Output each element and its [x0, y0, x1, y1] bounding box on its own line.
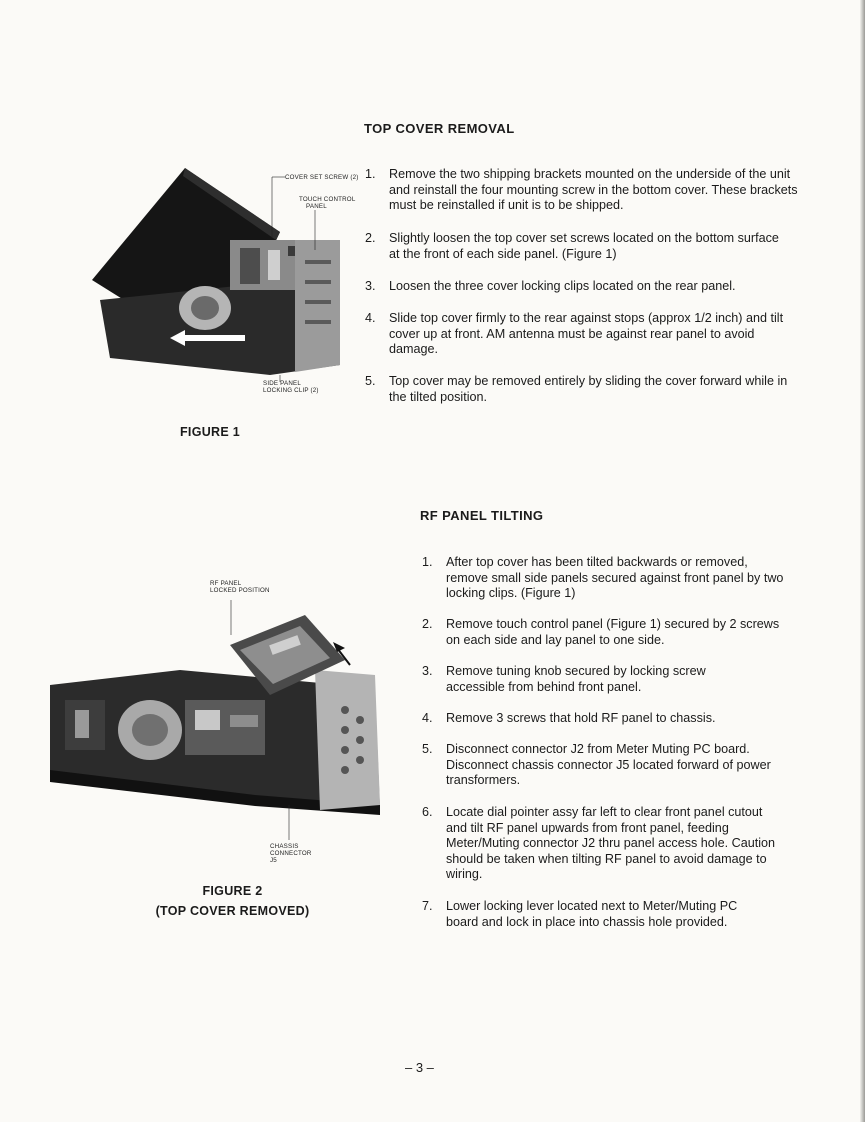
step-text: Slightly loosen the top cover set screws located on the bottom surface at the front of each side panel. (Figure 1)	[389, 231, 779, 261]
front-panel	[315, 670, 380, 810]
label-touch-control-line2: PANEL	[306, 203, 327, 210]
figure-2-illustration	[45, 600, 390, 850]
step-text: Remove the two shipping brackets mounted on the underside of the unit and reinstall the four mounting screw in the bottom cover. These brackets must be reinstalled if unit is to be shipped.	[389, 167, 798, 212]
step-text: Remove tuning knob secured by locking screw accessible from behind front panel.	[446, 664, 706, 694]
step-top-cover-1	[365, 167, 799, 214]
figure-1-caption: FIGURE 1	[180, 425, 241, 439]
step-text: Remove touch control panel (Figure 1) secured by 2 screws on each side and lay panel to one side.	[446, 617, 780, 647]
step-text: After top cover has been tilted backwards or removed, remove small side panels secured against front panel by two locking clips. (Figure 1)	[446, 555, 784, 600]
step-number: 3.	[365, 279, 376, 293]
step-rf-panel-4	[422, 711, 786, 727]
step-number: 3.	[422, 664, 433, 678]
step-top-cover-5	[365, 374, 789, 405]
step-number: 5.	[422, 742, 433, 756]
step-text: Loosen the three cover locking clips located on the rear panel.	[389, 279, 736, 293]
step-rf-panel-1	[422, 555, 791, 602]
figure-2-caption-line1: FIGURE 2	[202, 884, 263, 898]
label-chassis-line1: CHASSIS	[270, 843, 299, 850]
section-title-top-cover-removal: TOP COVER REMOVAL	[364, 121, 515, 136]
label-touch-control-line1: TOUCH CONTROL	[299, 196, 356, 203]
step-number: 4.	[365, 311, 376, 325]
page-number: – 3 –	[405, 1060, 434, 1075]
label-chassis-line2: CONNECTOR	[270, 850, 312, 857]
step-number: 7.	[422, 899, 433, 913]
step-rf-panel-3	[422, 664, 746, 695]
step-text: Top cover may be removed entirely by sliding the cover forward while in the tilted position.	[389, 374, 788, 404]
step-rf-panel-2	[422, 617, 781, 648]
step-text: Locate dial pointer assy far left to clear front panel cutout and tilt RF panel upwards from front panel, feeding Meter/Muting connector J2 thru panel access hole. Caution should be taken when tilting RF panel to avoid damage to wiring.	[446, 805, 776, 881]
label-side-panel-line2: LOCKING CLIP (2)	[263, 387, 319, 394]
label-side-panel-line1: SIDE PANEL	[263, 380, 301, 387]
step-number: 1.	[422, 555, 433, 569]
section-title-rf-panel-tilting: RF PANEL TILTING	[420, 508, 544, 523]
front-panel	[295, 240, 340, 372]
step-rf-panel-6	[422, 805, 776, 883]
figure-2-caption-line2: (TOP COVER REMOVED)	[155, 904, 310, 918]
step-number: 4.	[422, 711, 433, 725]
step-number: 6.	[422, 805, 433, 819]
step-text: Remove 3 screws that hold RF panel to chassis.	[446, 711, 716, 725]
step-number: 2.	[365, 231, 376, 245]
step-top-cover-2	[365, 231, 789, 262]
page-edge-shadow	[860, 0, 865, 1122]
step-text: Slide top cover firmly to the rear against stops (approx 1/2 inch) and tilt cover up at front. AM antenna must be against rear panel to avoid damage.	[389, 311, 784, 356]
step-top-cover-4	[365, 311, 794, 358]
label-rf-panel-line1: RF PANEL	[210, 580, 242, 587]
step-number: 2.	[422, 617, 433, 631]
step-number: 1.	[365, 167, 376, 181]
label-rf-panel-line2: LOCKED POSITION	[210, 587, 270, 594]
step-rf-panel-7	[422, 899, 766, 930]
label-cover-set-screw: COVER SET SCREW (2)	[285, 174, 359, 181]
step-number: 5.	[365, 374, 376, 388]
figure-2-caption	[150, 884, 315, 918]
step-rf-panel-5	[422, 742, 791, 789]
step-text: Disconnect connector J2 from Meter Muting PC board. Disconnect chassis connector J5 located forward of power transformers.	[446, 742, 771, 787]
label-chassis-line3: J5	[270, 857, 277, 864]
step-text: Lower locking lever located next to Meter/Muting PC board and lock in place into chassis hole provided.	[446, 899, 738, 929]
step-top-cover-3	[365, 279, 789, 295]
